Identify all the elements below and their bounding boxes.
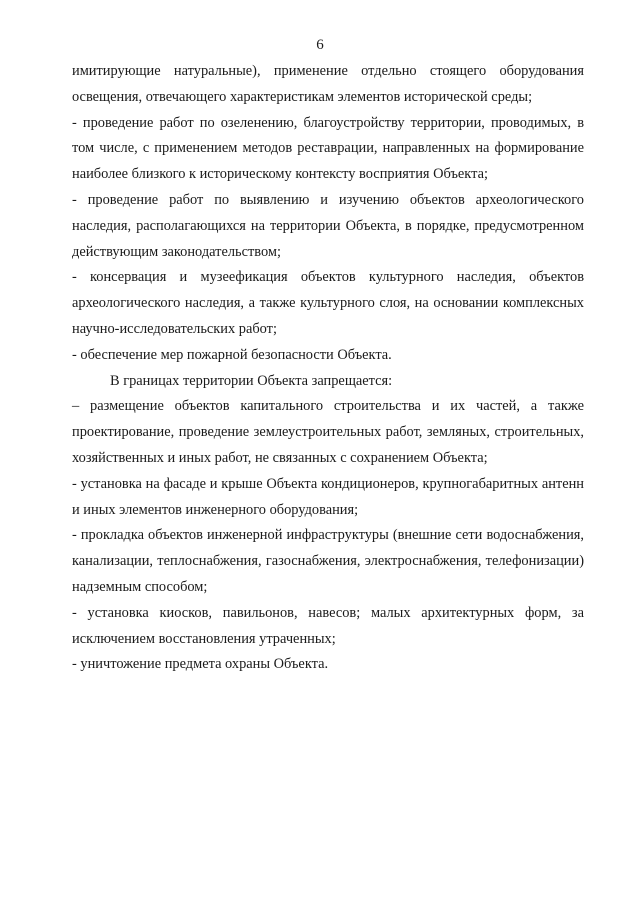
paragraph-fire-safety: - обеспечение мер пожарной безопасности Объекта. — [72, 346, 392, 363]
paragraph-protection-subject: - уничтожение предмета охраны Объекта. — [72, 656, 329, 673]
paragraph-lighting-continuation: имитирующие натуральные), применение отдельно стоящего оборудования освещения, отвечающего характеристикам элементов исторической среды; — [72, 63, 584, 105]
page-number: 6 — [316, 37, 324, 53]
paragraph-kiosks: - установка киосков, павильонов, навесов; малых архитектурных форм, за исключением восстановления утраченных; — [72, 604, 584, 647]
paragraph-infrastructure: - прокладка объектов инженерной инфраструктуры (внешние сети водоснабжения, канализации, теплоснабжения, газоснабжения, электроснабжения, телефонизации) надземным способом; — [72, 527, 584, 595]
paragraph-archaeological-works: - проведение работ по выявлению и изучению объектов археологического наследия, располагающихся на территории Объекта, в порядке, предусмотренном действующим законодательством; — [72, 191, 584, 260]
paragraph-conservation: - консервация и музеефикация объектов культурного наследия, объектов археологического наследия, а также культурного слоя, на основании комплексных научно-исследовательских работ; — [72, 269, 584, 337]
paragraph-prohibitions-heading: В границах территории Объекта запрещается: — [110, 372, 393, 389]
document-body — [72, 59, 584, 678]
paragraph-landscaping-works: - проведение работ по озеленению, благоустройству территории, проводимых, в том числе, с применением методов реставрации, направленных на формирование наиболее близкого к историческому контексту восприятия Объекта; — [72, 114, 584, 183]
paragraph-facade-equipment: - установка на фасаде и крыше Объекта кондиционеров, крупногабаритных антенн и иных элементов инженерного оборудования; — [72, 475, 584, 518]
paragraph-capital-construction: – размещение объектов капитального строительства и их частей, а также проектирование, проведение землеустроительных работ, земляных, строительных, хозяйственных и иных работ, не связанных с сохранением Объекта; — [72, 398, 584, 466]
